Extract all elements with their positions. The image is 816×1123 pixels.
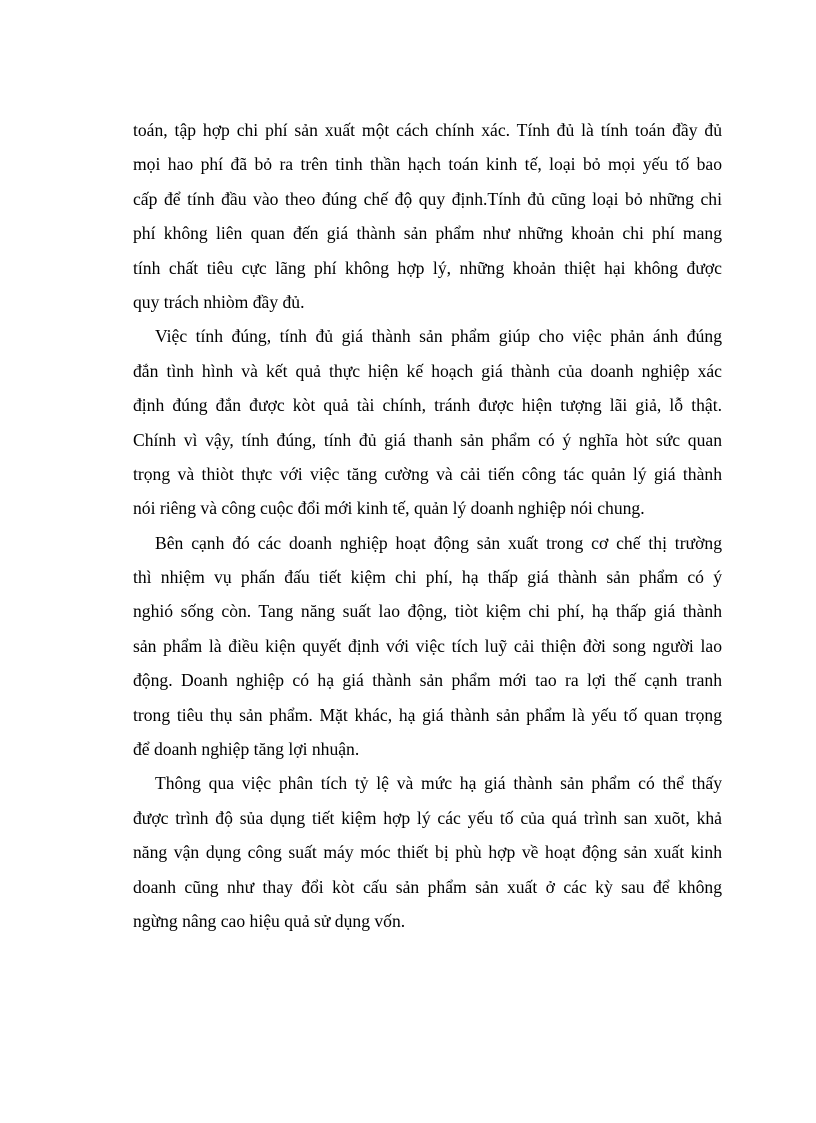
text-line: quy trách nhiòm đầy đủ.: [133, 291, 305, 312]
text-line: để doanh nghiệp tăng lợi nhuận.: [133, 739, 360, 760]
text-line: được trình độ sủa dụng tiết kiệm hợp lý các yếu tố của quá trình san xuõt, khả: [133, 807, 722, 828]
text-line: cấp để tính đầu vào theo đúng chế độ quy định.Tính đủ cũng loại bỏ những chi: [133, 188, 722, 209]
paragraph-4: [133, 766, 722, 938]
text-line: trọng và thiòt thực với việc tăng cường và cải tiến công tác quản lý giá thành: [133, 463, 722, 484]
text-line: ngừng nâng cao hiệu quả sử dụng vốn.: [133, 910, 406, 931]
text-line: trong tiêu thụ sản phẩm. Mặt khác, hạ giá thành sản phẩm là yếu tố quan trọng: [133, 704, 722, 725]
text-line: phí không liên quan đến giá thành sản phẩm như những khoản chi phí mang: [133, 223, 722, 244]
text-line: sản phẩm là điều kiện quyết định với việc tích luỹ cải thiện đời song người lao: [133, 635, 722, 656]
text-line: nghió sống còn. Tang năng suất lao động, tiòt kiệm chi phí, hạ thấp giá thành: [133, 601, 722, 622]
text-line: toán, tập hợp chi phí sản xuất một cách chính xác. Tính đủ là tính toán đầy đủ: [133, 120, 722, 140]
text-line: đắn tình hình và kết quả thực hiện kế hoạch giá thành của doanh nghiệp xác: [133, 360, 722, 381]
text-line: doanh cũng như thay đổi kòt cấu sản phẩm sản xuất ở các kỳ sau để không: [133, 876, 722, 897]
paragraph-2: [133, 319, 722, 525]
document-page: [133, 113, 722, 938]
text-line: Việc tính đúng, tính đủ giá thành sản phẩm giúp cho việc phản ánh đúng: [155, 326, 722, 347]
text-line: Thông qua việc phân tích tỷ lệ và mức hạ giá thành sản phẩm có thể thấy: [155, 773, 722, 794]
text-line: động. Doanh nghiệp có hạ giá thành sản phẩm mới tao ra lợi thế cạnh tranh: [133, 670, 722, 691]
text-line: Chính vì vậy, tính đúng, tính đủ giá thanh sản phẩm có ý nghĩa hòt sức quan: [133, 429, 722, 450]
text-line: định đúng đắn được kòt quả tài chính, tránh được hiện tượng lãi giả, lỗ thật.: [133, 395, 722, 416]
paragraph-3: [133, 526, 722, 767]
text-line: nói riêng và công cuộc đổi mới kinh tế, quản lý doanh nghiệp nói chung.: [133, 498, 645, 519]
text-line: Bên cạnh đó các doanh nghiệp hoạt động sản xuất trong cơ chế thị trường: [155, 532, 722, 553]
text-line: năng vận dụng công suất máy móc thiết bị phù hợp về hoạt động sản xuất kinh: [133, 842, 722, 863]
text-line: mọi hao phí đã bỏ ra trên tinh thần hạch toán kinh tế, loại bỏ mọi yếu tố bao: [133, 154, 722, 175]
text-line: tính chất tiêu cực lãng phí không hợp lý, những khoản thiệt hại không được: [133, 257, 722, 278]
paragraph-1: [133, 113, 722, 319]
text-line: thì nhiệm vụ phấn đấu tiết kiệm chi phí, hạ thấp giá thành sản phẩm có ý: [133, 567, 722, 588]
